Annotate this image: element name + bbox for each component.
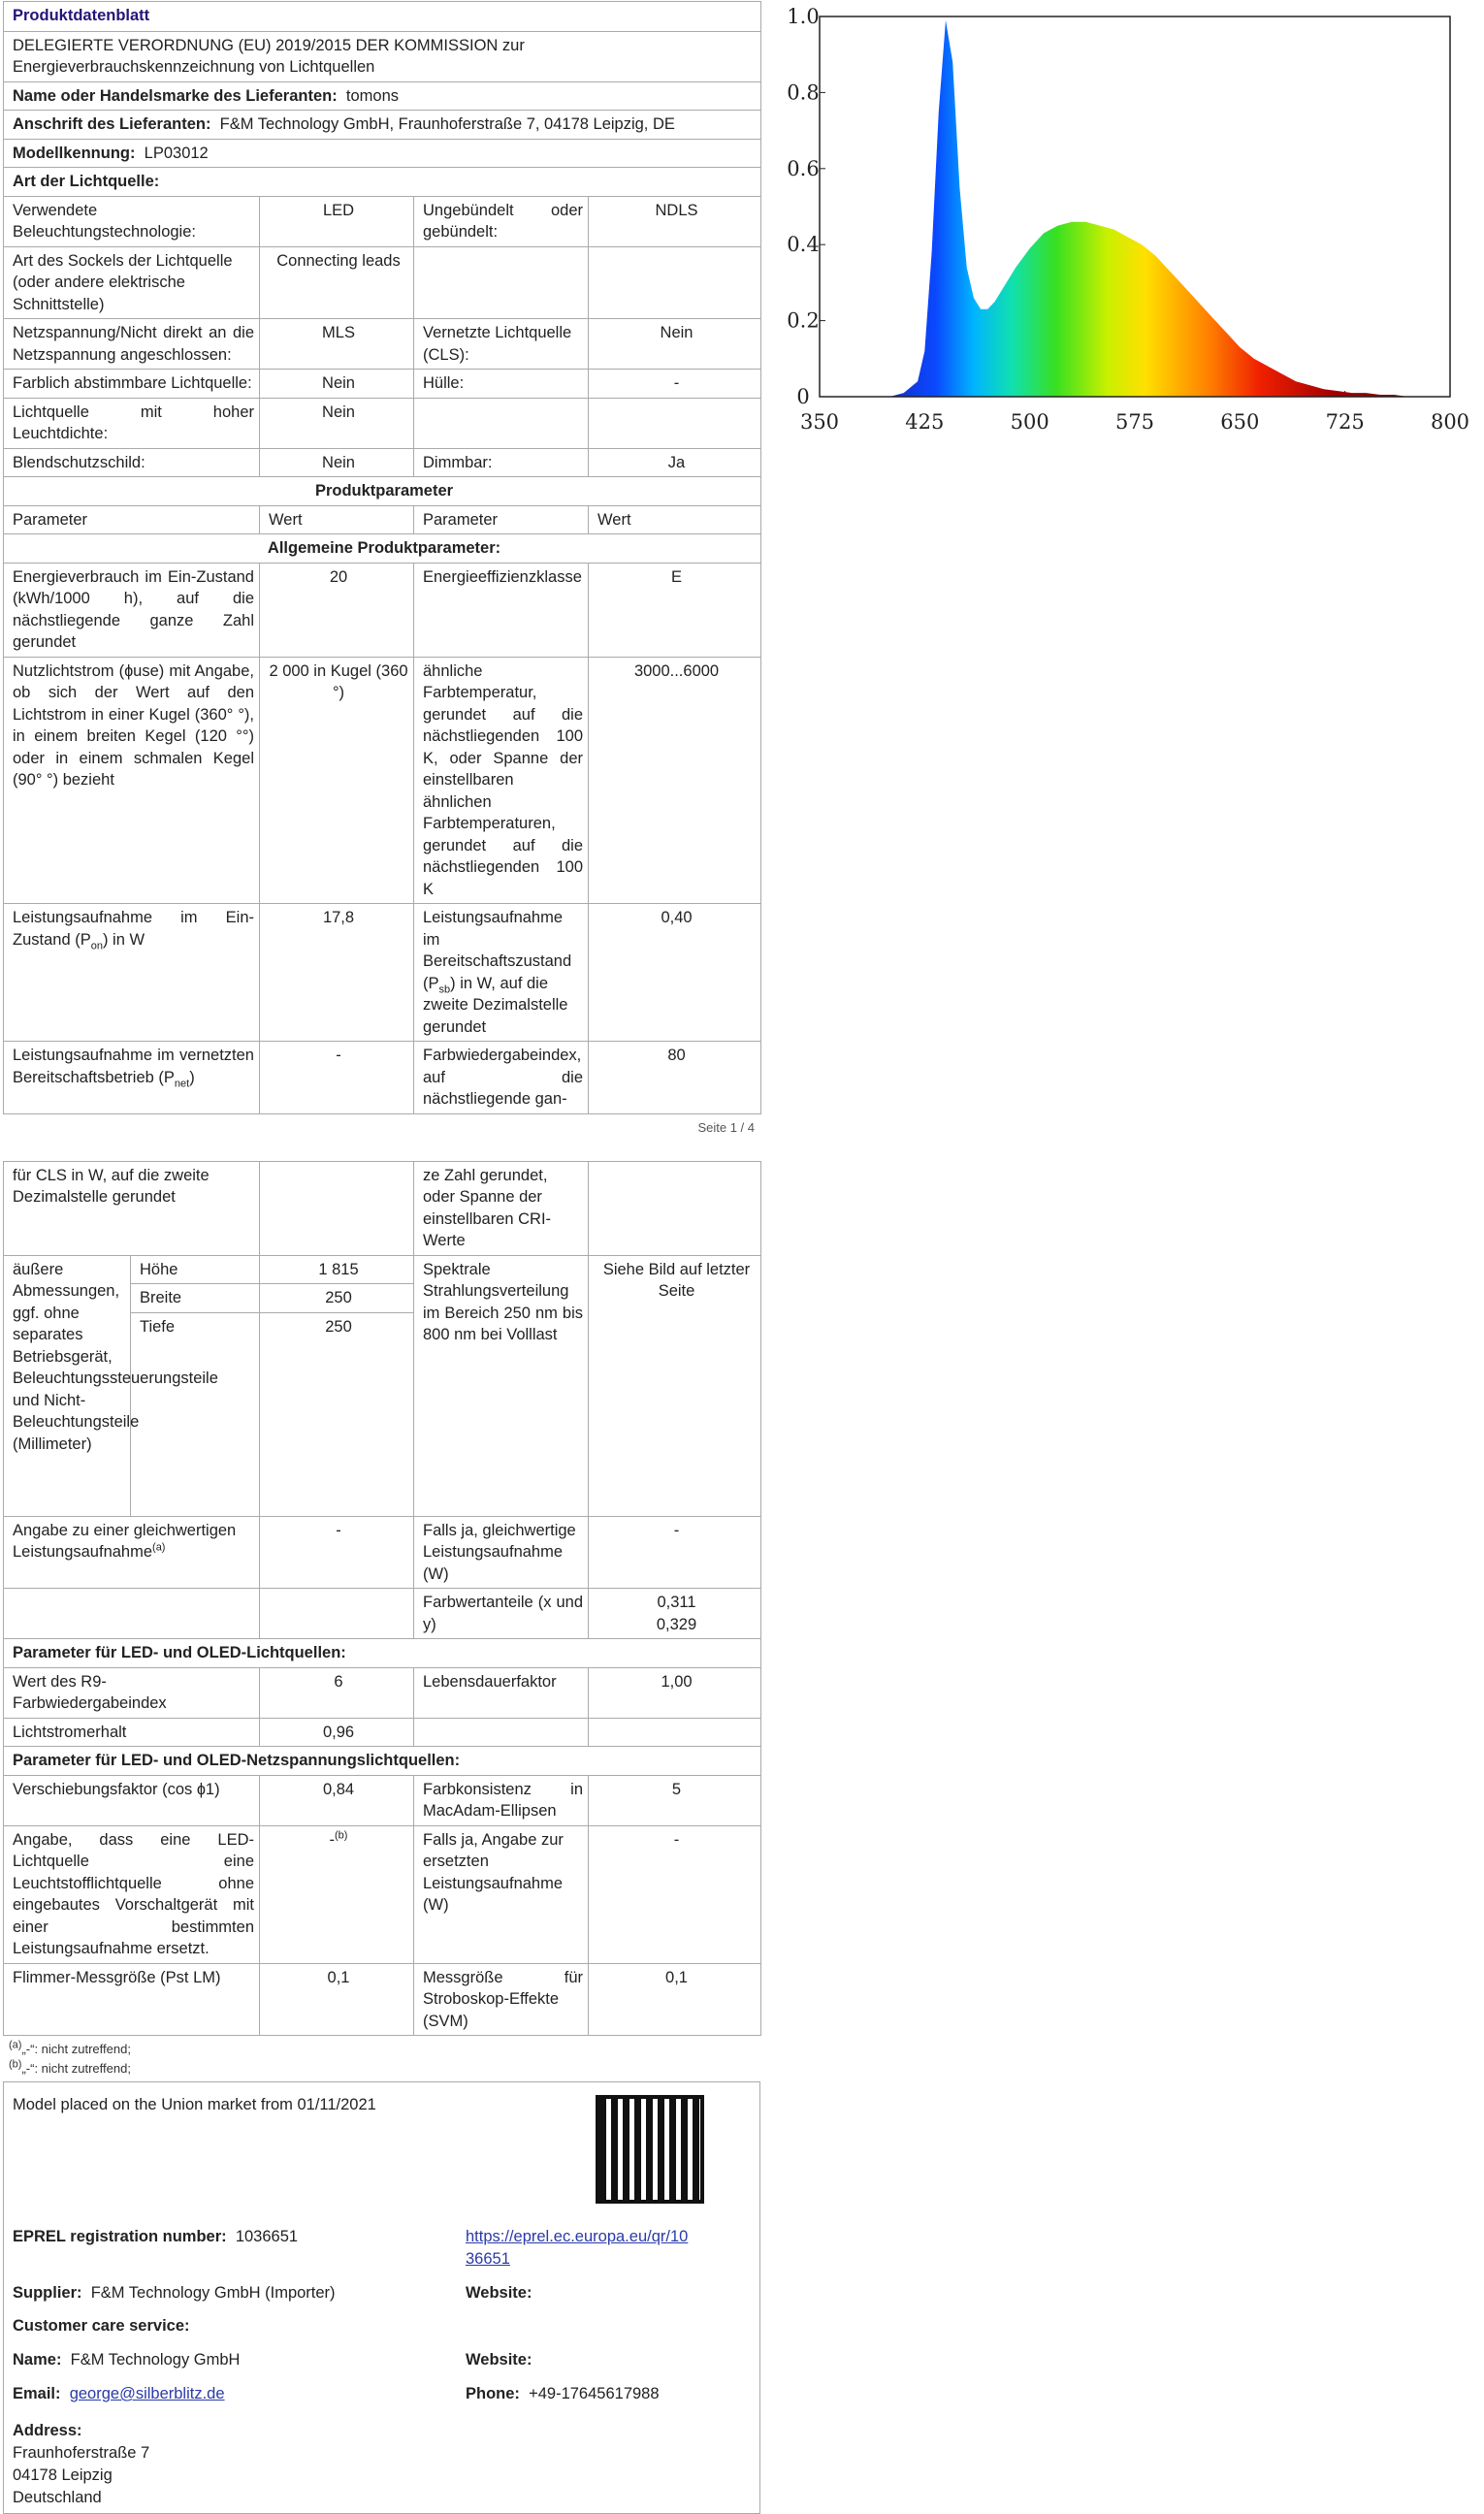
pon-sub: on [90,939,103,951]
supplier-address-row [4,111,761,140]
cell-value: Nein [260,370,414,399]
chroma-y: 0,329 [656,1615,697,1633]
cell-value: E [589,563,761,657]
footnote-text: „-“: nicht zutreffend; [21,2042,131,2056]
x-tick-label: 725 [1325,410,1365,434]
table-row [4,1161,761,1255]
qr-code-icon[interactable] [596,2095,704,2204]
supplier-value: F&M Technology GmbH (Importer) [90,2284,336,2302]
cell-value: 0,96 [260,1718,414,1747]
cell-label: Netzspannung/Nicht direkt an die Netzspannung angeschlossen: [4,319,260,370]
cell-value: Nein [589,319,761,370]
cell-value: - [589,370,761,399]
eprel-number: 1036651 [235,2228,299,2245]
cell-label: Lichtstromerhalt [4,1718,260,1747]
cell-value [260,1161,414,1255]
cell-value: Nein [260,398,414,448]
spectrum-area [861,20,1450,397]
table-row [4,1516,761,1589]
cell-value: 80 [589,1042,761,1114]
cell-value: 0,1 [589,1963,761,2036]
table-row [4,904,761,1042]
footnote-mark: (a) [9,2039,22,2051]
cell-value [589,1161,761,1255]
cell-label [4,1516,260,1589]
cell-label: Art des Sockels der Lichtquelle (oder andere elektrische Schnittstelle) [4,246,260,319]
cell-value: - [589,1516,761,1589]
spectral-distribution-chart [766,0,1484,438]
pnet-label-end: ) [189,1068,195,1086]
cell-label: für CLS in W, auf die zweite Dezimalstelle gerundet [4,1161,260,1255]
address-line: Deutschland [13,2489,102,2506]
footnote [9,2059,760,2079]
cell-value: 1,00 [589,1667,761,1718]
y-tick-label: 0.8 [787,81,820,105]
height-value: 1 815 [260,1255,414,1284]
cell-label: Verwendete Beleuchtungstechnologie: [4,196,260,246]
page-title: Produktdatenblatt [4,2,761,32]
table-row [4,398,761,448]
pnet-label: Leistungsaufnahme im vernetzten Bereitschaftsbetrieb (P [13,1047,254,1086]
phone-label: Phone: [466,2385,520,2402]
table-row [4,1963,761,2036]
eprel-link[interactable] [466,2226,688,2270]
cell-label [4,904,260,1042]
cell-value [589,246,761,319]
cell-label: Messgröße für Stroboskop-Effekte (SVM) [414,1963,589,2036]
page-number: Seite 1 / 4 [697,1119,755,1135]
replace-value: - [329,1830,336,1849]
cell-label: Energieeffizienzklasse [414,563,589,657]
cell-value: 5 [589,1775,761,1825]
table-row [4,1825,761,1963]
supplier-label: Supplier: [13,2284,82,2302]
table-row [4,1718,761,1747]
table-row [4,319,761,370]
cell-label: Energieverbrauch im Ein-Zustand (kWh/1000 h), auf die nächstliegende ganze Zahl gerundet [4,563,260,657]
email-label: Email: [13,2385,61,2402]
address-line: 04178 Leipzig [13,2466,113,2484]
table-row [4,1589,761,1639]
cell-value: - [589,1825,761,1963]
footnote-text: „-“: nicht zutreffend; [21,2061,131,2076]
cell-label: Dimmbar: [414,448,589,477]
cell-value: 0,40 [589,904,761,1042]
column-header: Wert [260,505,414,534]
y-tick-label: 0 [796,385,810,408]
column-header: Parameter [4,505,260,534]
footnote [9,2040,760,2059]
depth-value: 250 [260,1312,414,1516]
cell-label [414,246,589,319]
table-row [4,1042,761,1114]
cell-label: Lichtquelle mit hoher Leuchtdichte: [4,398,260,448]
cell-label: Falls ja, Angabe zur ersetzten Leistungsaufnahme (W) [414,1825,589,1963]
cell-label: ähnliche Farbtemperatur, gerundet auf die nächstliegenden 100 K, oder Spanne der einstellbaren ähnlichen Farbtemperaturen, gerundet auf die nächstliegenden 100 K [414,657,589,904]
x-tick-label: 500 [1010,410,1049,434]
cell-label: Verschiebungsfaktor (cos ɸ1) [4,1775,260,1825]
cell-value [260,1825,414,1963]
table-row [4,657,761,904]
cell-value: - [260,1042,414,1114]
height-label: Höhe [131,1255,260,1284]
cell-value: MLS [260,319,414,370]
cell-empty [260,1589,414,1639]
y-tick-label: 0.6 [787,156,820,180]
x-tick-label: 350 [799,410,840,434]
cell-value: 3000...6000 [589,657,761,904]
table-row [4,1775,761,1825]
cell-value: - [260,1516,414,1589]
y-tick-label: 0.4 [787,233,820,257]
cell-value: 0,84 [260,1775,414,1825]
cell-label: Farbwertanteile (x und y) [414,1589,589,1639]
eprel-label: EPREL registration number: [13,2228,227,2245]
light-source-heading: Art der Lichtquelle: [4,168,761,197]
psb-label: Leistungsaufnahme im Bereitschaftszustand (P [423,909,572,992]
psb-label-end: ) in W, auf die zweite Dezimalstelle gerundet [423,974,568,1036]
datasheet-table-page1 [3,1,761,1114]
footnote-mark: (b) [335,1829,348,1841]
table-row [4,563,761,657]
footnotes [3,2036,760,2079]
table-row [4,1667,761,1718]
pon-label-end: ) in W [102,930,145,949]
table-row [4,1255,761,1284]
footnote-mark: (b) [9,2058,22,2071]
supplier-name-row [4,81,761,111]
supplier-name-label: Name oder Handelsmarke des Lieferanten: [13,86,338,105]
cell-label: Spektrale Strahlungsverteilung im Bereich 250 nm bis 800 nm bei Volllast [414,1255,589,1516]
dimensions-label: äußere Abmessungen, ggf. ohne separates Betriebsgerät, Beleuchtungssteuerungsteile und Nicht-Beleuchtungsteile (Millimeter) [4,1255,131,1516]
pnet-sub: net [174,1077,190,1089]
cell-label: Flimmer-Messgröße (Pst LM) [4,1963,260,2036]
cell-value: Connecting leads [260,246,414,319]
table-row [4,370,761,399]
cell-label: Vernetzte Lichtquelle (CLS): [414,319,589,370]
cell-label: Falls ja, gleichwertige Leistungsaufnahme (W) [414,1516,589,1589]
cell-value: 0,1 [260,1963,414,2036]
cell-label: Angabe, dass eine LED-Lichtquelle eine Leuchtstofflichtquelle ohne eingebautes Vorschaltgerät mit einer bestimmten Leistungsaufnahme ersetzt. [4,1825,260,1963]
column-header: Wert [589,505,761,534]
column-header: Parameter [414,505,589,534]
supplier-info-box [3,2081,760,2514]
cell-value: NDLS [589,196,761,246]
name-value: F&M Technology GmbH [70,2351,241,2369]
cell-label: Wert des R9-Farbwiedergabeindex [4,1667,260,1718]
equiv-label: Angabe zu einer gleichwertigen Leistungsaufnahme [13,1521,237,1561]
cell-value: 6 [260,1667,414,1718]
cell-empty [589,1718,761,1747]
phone-value: +49-17645617988 [529,2385,660,2402]
cell-value: LED [260,196,414,246]
cell-label: Nutzlichtstrom (ɸuse) mit Angabe, ob sich der Wert auf den Lichtstrom in einer Kugel (360° °), in einem breiten Kegel (120 °°) oder in einem schmalen Kegel (90° °) bezieht [4,657,260,904]
x-tick-label: 650 [1220,410,1260,434]
address-label: Address: [13,2422,82,2439]
supplier-address: F&M Technology GmbH, Fraunhoferstraße 7, 04178 Leipzig, DE [219,115,675,133]
cell-label: Lebensdauerfaktor [414,1667,589,1718]
customer-care-label: Customer care service: [13,2317,190,2335]
datasheet-table-page2 [3,1161,761,2037]
eprel-link-line1[interactable]: https://eprel.ec.europa.eu/qr/10 [466,2228,689,2245]
cell-value: Ja [589,448,761,477]
x-tick-label: 575 [1114,410,1155,434]
cell-label: Farbkonsistenz in MacAdam-Ellipsen [414,1775,589,1825]
name-label: Name: [13,2351,62,2369]
cell-value: 2 000 in Kugel (360 °) [260,657,414,904]
address-block [13,2442,149,2509]
cell-label: Farblich abstimmbare Lichtquelle: [4,370,260,399]
product-params-heading: Produktparameter [4,477,761,506]
table-row [4,448,761,477]
eprel-link-line2[interactable]: 36651 [466,2249,510,2268]
general-params-heading: Allgemeine Produktparameter: [4,534,761,564]
pon-label: Leistungsaufnahme im Ein-Zustand (P [13,909,254,949]
datasheet [3,1,760,2514]
footnote-mark: (a) [152,1541,166,1554]
cell-empty [414,1718,589,1747]
mains-params-heading: Parameter für LED- und OLED-Netzspannungslichtquellen: [4,1747,761,1776]
cell-label: Ungebündelt oder gebündelt: [414,196,589,246]
width-value: 250 [260,1284,414,1313]
led-params-heading: Parameter für LED- und OLED-Lichtquellen: [4,1639,761,1668]
regulation-text: DELEGIERTE VERORDNUNG (EU) 2019/2015 DER KOMMISSION zur Energieverbrauchskennzeichnung von Lichtquellen [4,31,761,81]
psb-sub: sb [438,983,451,995]
y-tick-label: 0.2 [787,308,820,333]
cell-label [414,398,589,448]
chroma-x: 0,311 [657,1594,696,1611]
cell-label [414,904,589,1042]
supplier-address-label: Anschrift des Lieferanten: [13,115,211,133]
cell-label: Hülle: [414,370,589,399]
model-label: Modellkennung: [13,144,136,162]
supplier-name: tomons [345,86,399,105]
x-tick-label: 800 [1430,410,1470,434]
cell-value: 20 [260,563,414,657]
website-label: Website: [466,2284,532,2302]
cell-value: Siehe Bild auf letzter Seite [589,1255,761,1516]
cell-label [4,1042,260,1114]
cell-label: Farbwiedergabeindex, auf die nächstliegende gan- [414,1042,589,1114]
cell-value: 17,8 [260,904,414,1042]
depth-label: Tiefe [131,1312,260,1516]
cell-value [589,1589,761,1639]
column-header-row [4,505,761,534]
cell-label: ze Zahl gerundet, oder Spanne der einstellbaren CRI-Werte [414,1161,589,1255]
cell-label: Blendschutzschild: [4,448,260,477]
model-row [4,139,761,168]
model-id: LP03012 [144,144,209,162]
table-row [4,196,761,246]
email-link[interactable]: george@silberblitz.de [69,2385,225,2402]
market-date: Model placed on the Union market from 01/11/2021 [13,2096,376,2113]
table-row [4,246,761,319]
cell-empty [4,1589,260,1639]
cell-value: Nein [260,448,414,477]
address-line: Fraunhoferstraße 7 [13,2444,150,2462]
cell-value [589,398,761,448]
width-label: Breite [131,1284,260,1313]
page-break [3,1114,760,1161]
y-tick-label: 1.0 [787,5,820,28]
website-label-2: Website: [466,2351,532,2369]
x-tick-label: 425 [905,410,945,434]
